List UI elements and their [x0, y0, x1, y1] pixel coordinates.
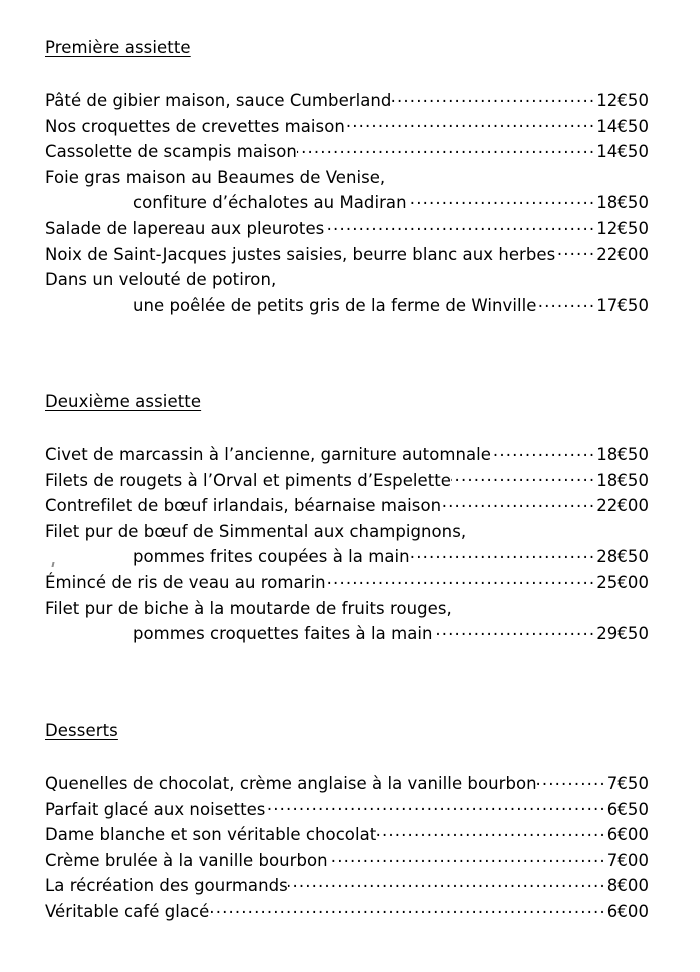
dot-leader	[537, 773, 606, 790]
menu-item-name: Filets de rougets à l’Orval et piments d’Espelette	[45, 470, 451, 490]
menu-item-name: La récréation des gourmands	[45, 876, 288, 896]
menu-item-list	[45, 771, 649, 925]
menu-item-row	[45, 190, 649, 216]
dot-leader	[407, 192, 596, 209]
menu-item-name: confiture d’échalotes au Madiran	[133, 193, 407, 213]
menu-item-name: Filet pur de biche à la moutarde de fruits rouges,	[45, 598, 452, 618]
dot-leader	[288, 875, 606, 892]
dot-leader	[265, 798, 605, 815]
menu-item-price: 12€50	[596, 91, 649, 110]
menu-item-row	[45, 822, 649, 848]
section-heading: Desserts	[45, 721, 118, 740]
dot-leader	[209, 900, 605, 917]
menu-item-list	[45, 442, 649, 647]
menu-item-price: 25€00	[596, 572, 649, 592]
menu-item-row	[45, 899, 649, 925]
menu-item-row	[45, 771, 649, 797]
menu-item-name: Émincé de ris de veau au romarin	[45, 572, 326, 592]
menu-item-price: 28€50	[596, 547, 649, 567]
dot-leader	[328, 849, 606, 866]
section-heading: Première assiette	[45, 38, 191, 57]
menu-item-row	[45, 165, 649, 191]
menu-section-deuxieme-assiette	[45, 392, 649, 647]
menu-item-row	[45, 519, 649, 545]
menu-item-price: 14€50	[596, 142, 649, 162]
menu-item-price: 7€50	[606, 774, 649, 793]
menu-item-name: Quenelles de chocolat, crème anglaise à la vanille bourbon	[45, 774, 537, 793]
dot-leader	[376, 824, 606, 841]
menu-item-name: Salade de lapereau aux pleurotes	[45, 218, 325, 238]
menu-item-row	[45, 621, 649, 647]
menu-item-name: Contrefilet de bœuf irlandais, béarnaise maison	[45, 496, 442, 516]
menu-item-name: Pâté de gibier maison, sauce Cumberland	[45, 91, 392, 110]
menu-item-row	[45, 570, 649, 596]
menu-item-row	[45, 468, 649, 494]
menu-item-name: Dame blanche et son véritable chocolat	[45, 825, 377, 845]
section-heading: Deuxième assiette	[45, 392, 202, 411]
menu-item-price: 17€50	[596, 295, 649, 315]
dot-leader	[297, 141, 595, 158]
menu-item-price: 14€50	[596, 116, 649, 136]
menu-item-row	[45, 848, 649, 874]
menu-item-row	[45, 797, 649, 823]
menu-item-price: 22€00	[596, 496, 649, 516]
dot-leader	[433, 623, 596, 640]
menu-item-price: 6€00	[606, 825, 649, 845]
dot-leader	[491, 444, 595, 461]
menu-item-name: une poêlée de petits gris de la ferme de Winville	[133, 295, 537, 315]
menu-item-price: 18€50	[596, 193, 649, 213]
dot-leader	[324, 217, 595, 234]
menu-item-price: 8€00	[606, 876, 649, 896]
menu-item-name: pommes croquettes faites à la main	[133, 624, 433, 644]
menu-item-row	[45, 114, 649, 140]
menu-item-name: Civet de marcassin à l’ancienne, garniture automnale	[45, 445, 491, 464]
menu-item-row	[45, 493, 649, 519]
menu-item-name: pommes frites coupées à la main	[133, 547, 410, 567]
menu-item-price: 12€50	[596, 218, 649, 238]
menu-item-row	[45, 544, 649, 570]
menu-item-row	[45, 873, 649, 899]
menu-item-price: 18€50	[596, 470, 649, 490]
menu-item-name: Nos croquettes de crevettes maison	[45, 116, 345, 136]
dot-leader	[451, 469, 595, 486]
menu-section-desserts	[45, 721, 649, 925]
menu-item-price: 22€00	[596, 244, 649, 264]
dot-leader	[345, 115, 595, 132]
menu-section-premiere-assiette	[45, 38, 649, 318]
menu-item-price: 7€00	[606, 850, 649, 870]
menu-item-list	[45, 88, 649, 318]
menu-item-name: Foie gras maison au Beaumes de Venise,	[45, 167, 386, 187]
menu-item-name: Noix de Saint-Jacques justes saisies, beurre blanc aux herbes	[45, 244, 556, 264]
menu-item-row	[45, 596, 649, 622]
menu-item-row	[45, 88, 649, 114]
menu-item-row	[45, 267, 649, 293]
menu-item-row	[45, 139, 649, 165]
menu-item-price: 6€00	[606, 901, 649, 921]
menu-item-name: Cassolette de scampis maison	[45, 142, 297, 162]
menu-item-price: 6€50	[606, 799, 649, 819]
dot-leader	[555, 243, 595, 260]
menu-item-price: 18€50	[596, 445, 649, 464]
menu-item-row	[45, 216, 649, 242]
menu-item-row	[45, 442, 649, 468]
dot-leader	[536, 294, 595, 311]
menu-item-row	[45, 242, 649, 268]
menu-item-name: Véritable café glacé	[45, 901, 210, 921]
menu-item-name: Parfait glacé aux noisettes	[45, 799, 266, 819]
menu-item-name: Crème brulée à la vanille bourbon	[45, 850, 328, 870]
dot-leader	[441, 495, 595, 512]
menu-item-name: Dans un velouté de potiron,	[45, 270, 277, 290]
dot-leader	[410, 546, 596, 563]
menu-item-name: Filet pur de bœuf de Simmental aux champignons,	[45, 521, 467, 541]
dot-leader	[326, 571, 596, 588]
menu-item-row	[45, 293, 649, 319]
menu-item-price: 29€50	[596, 624, 649, 644]
dot-leader	[391, 90, 595, 107]
